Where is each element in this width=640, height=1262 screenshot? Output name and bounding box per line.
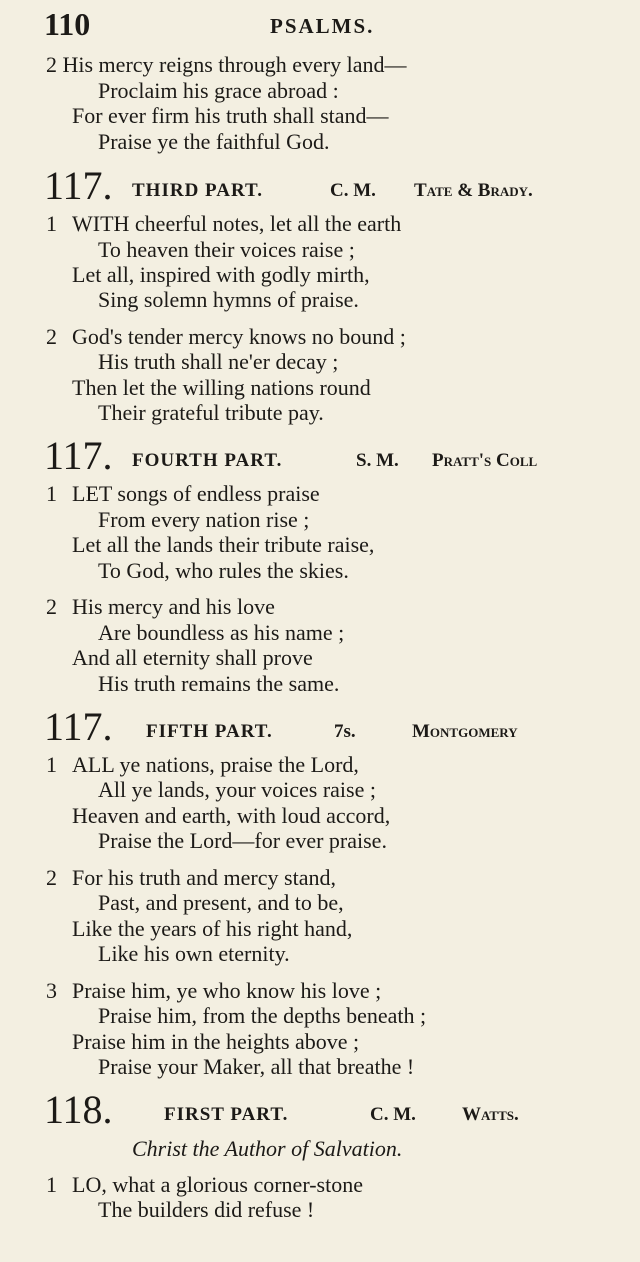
stanza-number: 1 — [46, 752, 57, 777]
verse-text: Praise him, ye who know his love ; — [72, 978, 382, 1003]
stanza-number: 1 — [46, 211, 57, 236]
hymn-author: Tate & Brady. — [414, 180, 533, 201]
verse-text: LO, what a glorious corner-stone — [72, 1172, 363, 1197]
verse-text: WITH cheerful notes, let all the earth — [72, 211, 402, 236]
verse-line: All ye lands, your voices raise ; — [98, 777, 376, 802]
verse-line — [46, 481, 320, 507]
hymn-meter: C. M. — [370, 1104, 416, 1125]
stanza-number: 2 — [46, 594, 57, 619]
verse-line: Let all, inspired with godly mirth, — [72, 262, 370, 287]
hymn-author: Watts. — [462, 1104, 519, 1125]
verse-line — [46, 865, 336, 891]
verse-text: God's tender mercy knows no bound ; — [72, 324, 406, 349]
hymn-meter: C. M. — [330, 180, 376, 201]
hymn-number: 118. — [44, 1087, 113, 1132]
hymn-meter: 7s. — [334, 721, 356, 742]
verse-line: From every nation rise ; — [98, 507, 310, 532]
hymn-meter: S. M. — [356, 450, 399, 471]
verse-line: Praise ye the faithful God. — [98, 129, 330, 154]
stanza-number: 2 — [46, 865, 57, 890]
stanza-number: 1 — [46, 481, 57, 506]
verse-line: Sing solemn hymns of praise. — [98, 287, 359, 312]
verse-line: His truth remains the same. — [98, 671, 340, 696]
stanza-number: 3 — [46, 978, 57, 1003]
hymn-part: FIFTH PART. — [146, 721, 273, 742]
verse-line — [46, 752, 359, 778]
verse-line: And all eternity shall prove — [72, 645, 313, 670]
verse-text: For his truth and mercy stand, — [72, 865, 336, 890]
verse-text: LET songs of endless praise — [72, 481, 320, 506]
verse-line: 2 His mercy reigns through every land— — [46, 52, 407, 77]
hymn-number: 117. — [44, 704, 113, 749]
hymn-part: THIRD PART. — [132, 180, 264, 201]
verse-line: Praise him, from the depths beneath ; — [98, 1003, 427, 1028]
verse-line: To heaven their voices raise ; — [98, 237, 355, 262]
running-head — [44, 4, 604, 44]
hymn-number: 117. — [44, 433, 113, 478]
verse-line: Proclaim his grace abroad : — [98, 78, 339, 103]
verse-line — [46, 1172, 363, 1198]
verse-line — [46, 211, 401, 237]
hymn-subtitle: Christ the Author of Salvation. — [132, 1136, 403, 1161]
hymn-number: 117. — [44, 163, 113, 208]
verse-text: ALL ye nations, praise the Lord, — [72, 752, 359, 777]
verse-line: Like his own eternity. — [98, 941, 290, 966]
verse-line: The builders did refuse ! — [98, 1197, 315, 1222]
verse-line: Past, and present, and to be, — [98, 890, 344, 915]
verse-line — [46, 324, 406, 350]
verse-line: Then let the willing nations round — [72, 375, 371, 400]
running-title: PSALMS. — [270, 14, 375, 38]
verse-line: His truth shall ne'er decay ; — [98, 349, 339, 374]
verse-line: Praise him in the heights above ; — [72, 1029, 360, 1054]
verse-line — [46, 594, 275, 620]
verse-line: Like the years of his right hand, — [72, 916, 353, 941]
verse-line: To God, who rules the skies. — [98, 558, 349, 583]
verse-line: Are boundless as his name ; — [98, 620, 345, 645]
hymn-author: Montgomery — [412, 721, 518, 742]
hymn-part: FIRST PART. — [164, 1104, 289, 1125]
stanza-number: 2 — [46, 324, 57, 349]
verse-line: Let all the lands their tribute raise, — [72, 532, 375, 557]
verse-line: Heaven and earth, with loud accord, — [72, 803, 391, 828]
verse-line: Their grateful tribute pay. — [98, 400, 324, 425]
hymn-part: FOURTH PART. — [132, 450, 283, 471]
verse-line: Praise your Maker, all that breathe ! — [98, 1054, 415, 1079]
verse-line: Praise the Lord—for ever praise. — [98, 828, 387, 853]
verse-line: For ever firm his truth shall stand— — [72, 103, 389, 128]
stanza-number: 1 — [46, 1172, 57, 1197]
page-number: 110 — [44, 6, 91, 42]
hymn-author: Pratt's Coll — [432, 450, 538, 471]
verse-text: His mercy and his love — [72, 594, 275, 619]
verse-line — [46, 978, 381, 1004]
